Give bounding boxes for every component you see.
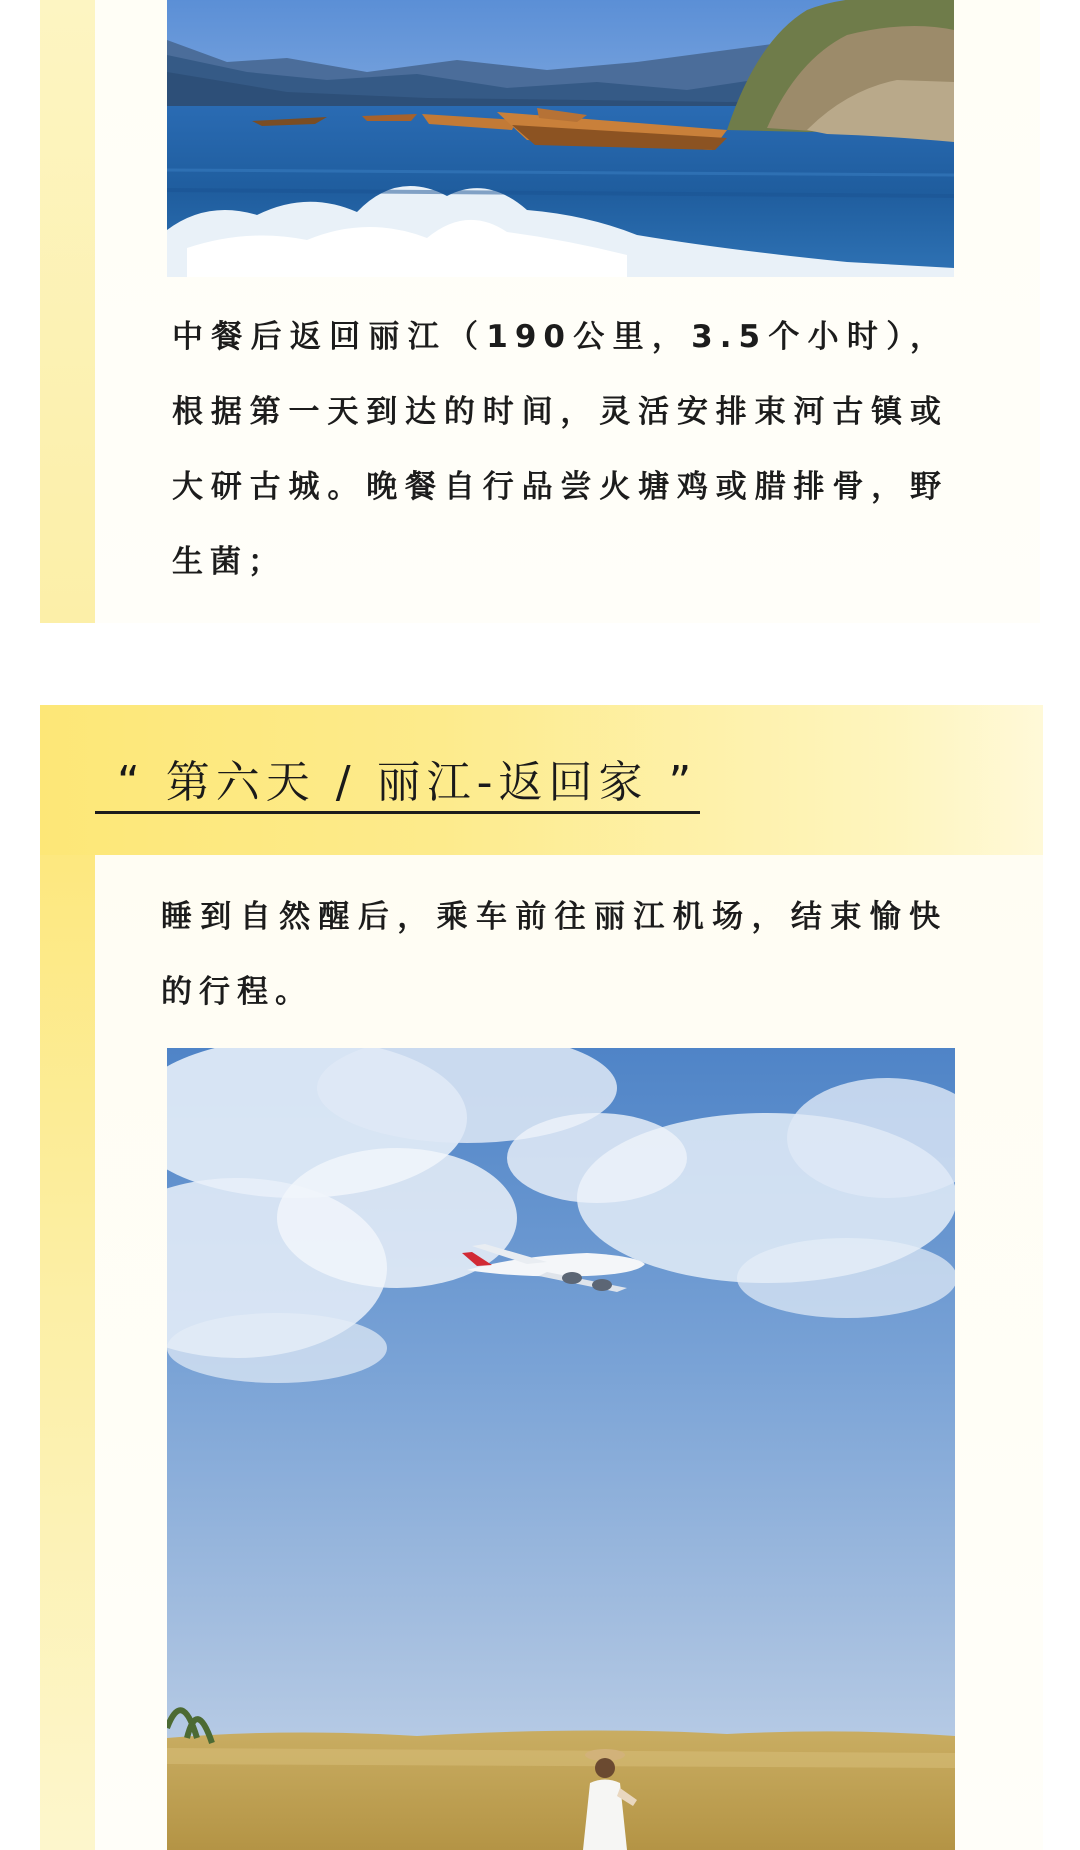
airplane-field-photo [167, 1048, 955, 1850]
section-accent-stripe [40, 855, 95, 1850]
section-accent-stripe [40, 0, 95, 623]
day5-description: 中餐后返回丽江（190公里，3.5个小时），根据第一天到达的时间，灵活安排束河古镇或大研古城。晚餐自行品尝火塘鸡或腊排骨，野生菌； [172, 319, 948, 580]
day-title-text: “ 第六天 / 丽江-返回家 ” [117, 757, 698, 808]
day6-description: 睡到自然醒后，乘车前往丽江机场，结束愉快的行程。 [161, 899, 947, 1010]
lake-boats-photo [167, 0, 954, 277]
day-title [95, 755, 700, 814]
